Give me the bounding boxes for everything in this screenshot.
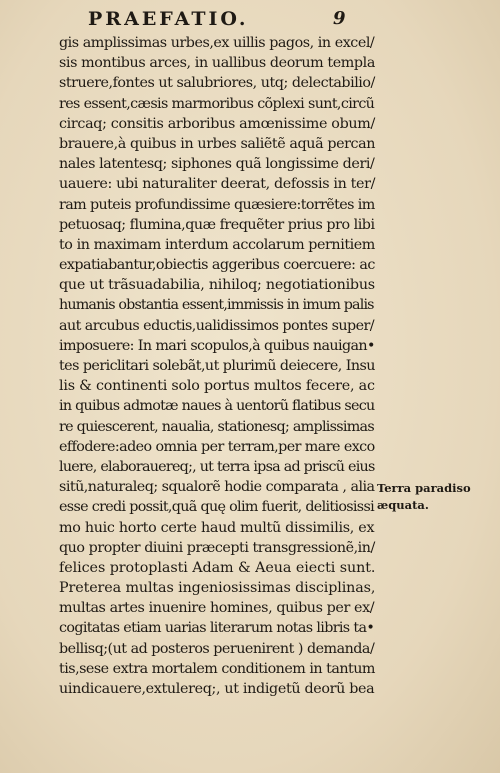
text-line: struere,fontes ut salubriores, utq; delectabilio/ (59, 75, 375, 92)
text-line: multas artes inuenire homines, quibus per ex/ (59, 600, 375, 617)
text-line: bellisq;(ut ad posteros peruenirent ) demanda/ (59, 640, 375, 657)
text-line: luere, elaborauereq;, ut terra ipsa ad priscũ eius (59, 458, 375, 475)
text-line: aut arcubus eductis,ualidissimos pontes super/ (59, 317, 375, 334)
text-line: expatiabantur,obiectis aggeribus coercuere: ac (59, 257, 375, 274)
text-line: cogitatas etiam uarias literarum notas libris ta• (59, 620, 375, 637)
text-line: res essent,cæsis marmoribus cõplexi sunt,circũ (59, 95, 375, 112)
body-text (59, 33, 375, 699)
text-line: sitũ,naturaleq; squalorẽ hodie comparata , alia (59, 479, 375, 496)
text-line: ram puteis profundissime quæsiere:torrẽtes im (59, 196, 375, 213)
text-line: nales latentesq; siphones quã longissime deri/ (59, 156, 375, 173)
page-number: 9 (333, 8, 346, 29)
text-line: circaq; consitis arboribus amœnissime obum/ (59, 115, 375, 132)
text-line: tes periclitari solebãt,ut plurimũ deiecere, Insu (59, 358, 375, 374)
text-line: to in maximam interdum accolarum pernitiem (59, 236, 375, 253)
text-line: esse credi possit,quã quę olim fuerit, delitiosissi (59, 499, 375, 516)
text-line: felices protoplasti Adam & Aeua eiecti sunt. (59, 559, 376, 576)
text-line: gis amplissimas urbes,ex uillis pagos, in excel/ (59, 35, 375, 51)
text-line: mo huic horto certe haud multũ dissimilis, ex (59, 519, 375, 536)
page-header (0, 6, 500, 34)
text-line: sis montibus arces, in uallibus deorum templa (59, 55, 375, 72)
text-line: que ut trãsuadabilia, nihiloq; negotiationibus (59, 277, 375, 294)
marginal-note-line: Terra paradiso (377, 481, 471, 495)
text-line: lis & continenti solo portus multos fecere, ac (59, 378, 375, 395)
marginal-note-line: æquata. (377, 498, 429, 512)
text-line: Preterea multas ingeniosissimas disciplinas, (59, 580, 376, 597)
text-line: brauere,à quibus in urbes saliẽtẽ aquã percan (59, 135, 376, 152)
text-line: re quiescerent, naualia, stationesq; amplissimas (59, 418, 374, 435)
text-line: petuosaq; flumina,quæ frequẽter prius pro libi (59, 216, 375, 233)
text-line: quo propter diuini præcepti transgressionẽ,in/ (59, 539, 375, 556)
text-line: uauere: ubi naturaliter deerat, defossis in ter/ (59, 176, 376, 193)
text-line: humanis obstantia essent,immissis in imum palis (59, 297, 374, 314)
text-line: effodere:adeo omnia per terram,per mare exco (59, 438, 375, 455)
running-title: PRAEFATIO. (88, 8, 249, 30)
text-line: in quibus admotæ naues à uentorũ flatibus secu (59, 398, 375, 415)
text-line: imposuere: In mari scopulos,à quibus nauigan• (59, 337, 375, 354)
marginal-note (377, 480, 492, 514)
text-line: tis,sese extra mortalem conditionem in tantum (59, 660, 375, 677)
text-line: uindicauere,extulereq;, ut indigetũ deorũ bea (59, 681, 375, 697)
